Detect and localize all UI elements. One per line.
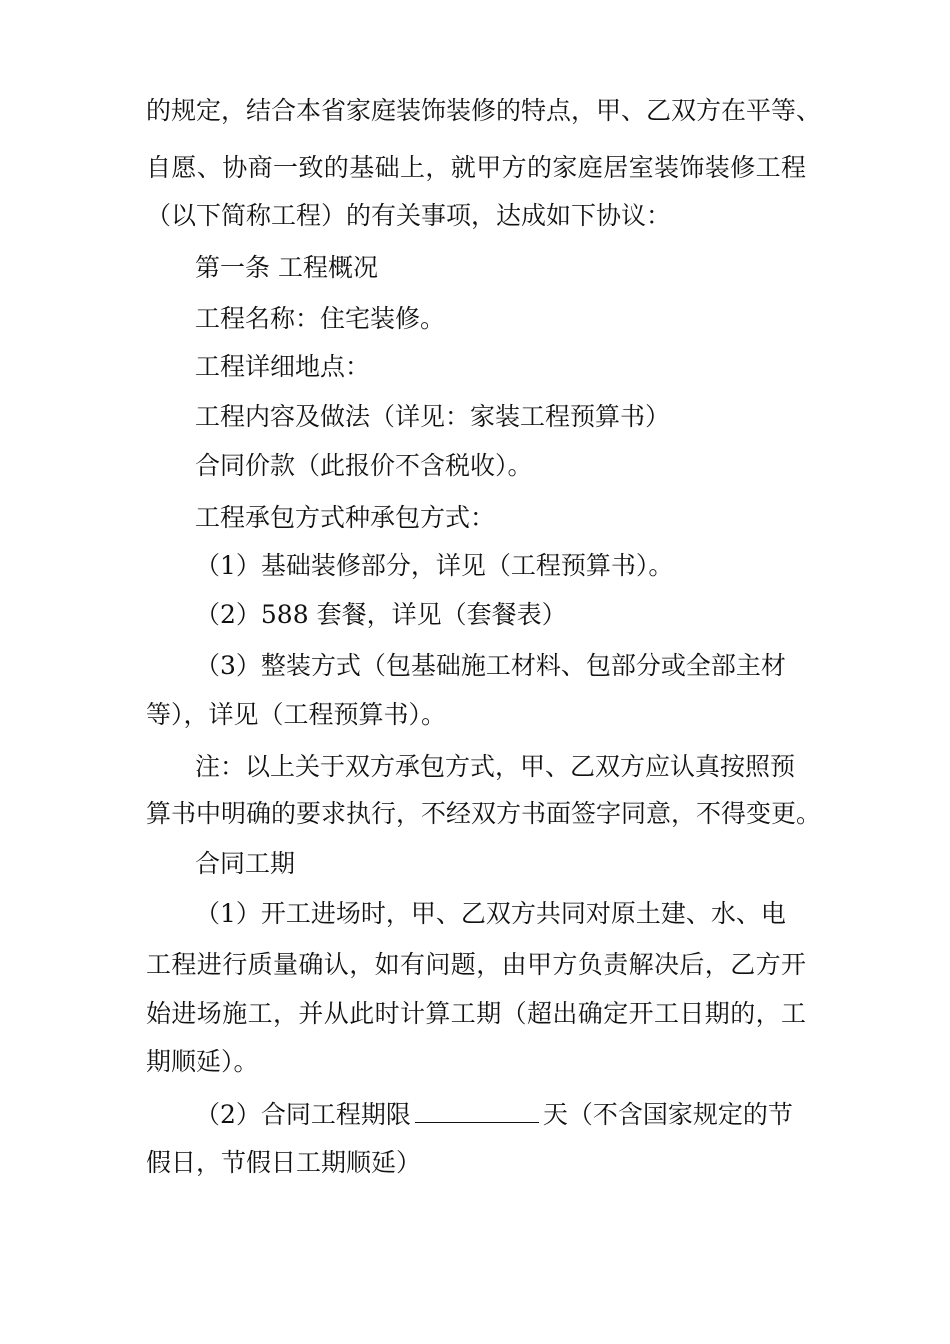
list-item: （3）整装方式（包基础施工材料、包部分或全部主材 xyxy=(195,651,786,680)
list-item: （2）588 套餐，详见（套餐表） xyxy=(195,600,567,629)
paragraph-line: 合同价款（此报价不含税收）。 xyxy=(195,451,533,480)
paragraph-line: 工程内容及做法（详见：家装工程预算书） xyxy=(195,402,671,431)
list-item-text: （2）合同工程期限 xyxy=(195,1100,411,1129)
note-line: 算书中明确的要求执行，不经双方书面签字同意，不得变更。 xyxy=(146,799,822,828)
paragraph-line: 等），详见（工程预算书）。 xyxy=(146,700,447,729)
fill-in-blank[interactable] xyxy=(415,1100,539,1123)
paragraph-line: （以下简称工程）的有关事项，达成如下协议： xyxy=(146,201,672,230)
paragraph-line: 工程承包方式种承包方式： xyxy=(195,503,496,532)
list-item: （1）开工进场时，甲、乙双方共同对原土建、水、电 xyxy=(195,899,786,928)
paragraph-line: 始进场施工，并从此时计算工期（超出确定开工日期的，工 xyxy=(146,999,806,1028)
list-item-text: 天（不含国家规定的节 xyxy=(542,1100,793,1129)
paragraph-line: 期顺延）。 xyxy=(146,1047,259,1076)
note-line: 注：以上关于双方承包方式，甲、乙双方应认真按照预 xyxy=(195,752,796,781)
paragraph-line: 自愿、协商一致的基础上，就甲方的家庭居室装饰装修工程 xyxy=(146,153,806,182)
paragraph-line: 工程详细地点： xyxy=(195,352,371,381)
paragraph-line: 工程名称：住宅装修。 xyxy=(195,304,446,333)
paragraph-line: 工程进行质量确认，如有问题，由甲方负责解决后，乙方开 xyxy=(146,950,806,979)
section-heading: 第一条 工程概况 xyxy=(195,253,378,282)
list-item xyxy=(195,1100,793,1130)
paragraph-line: 的规定，结合本省家庭装饰装修的特点，甲、乙双方在平等、 xyxy=(146,96,822,125)
list-item: （1）基础装修部分，详见（工程预算书）。 xyxy=(195,551,674,580)
section-heading: 合同工期 xyxy=(195,849,296,878)
paragraph-line: 假日，节假日工期顺延） xyxy=(146,1148,422,1177)
